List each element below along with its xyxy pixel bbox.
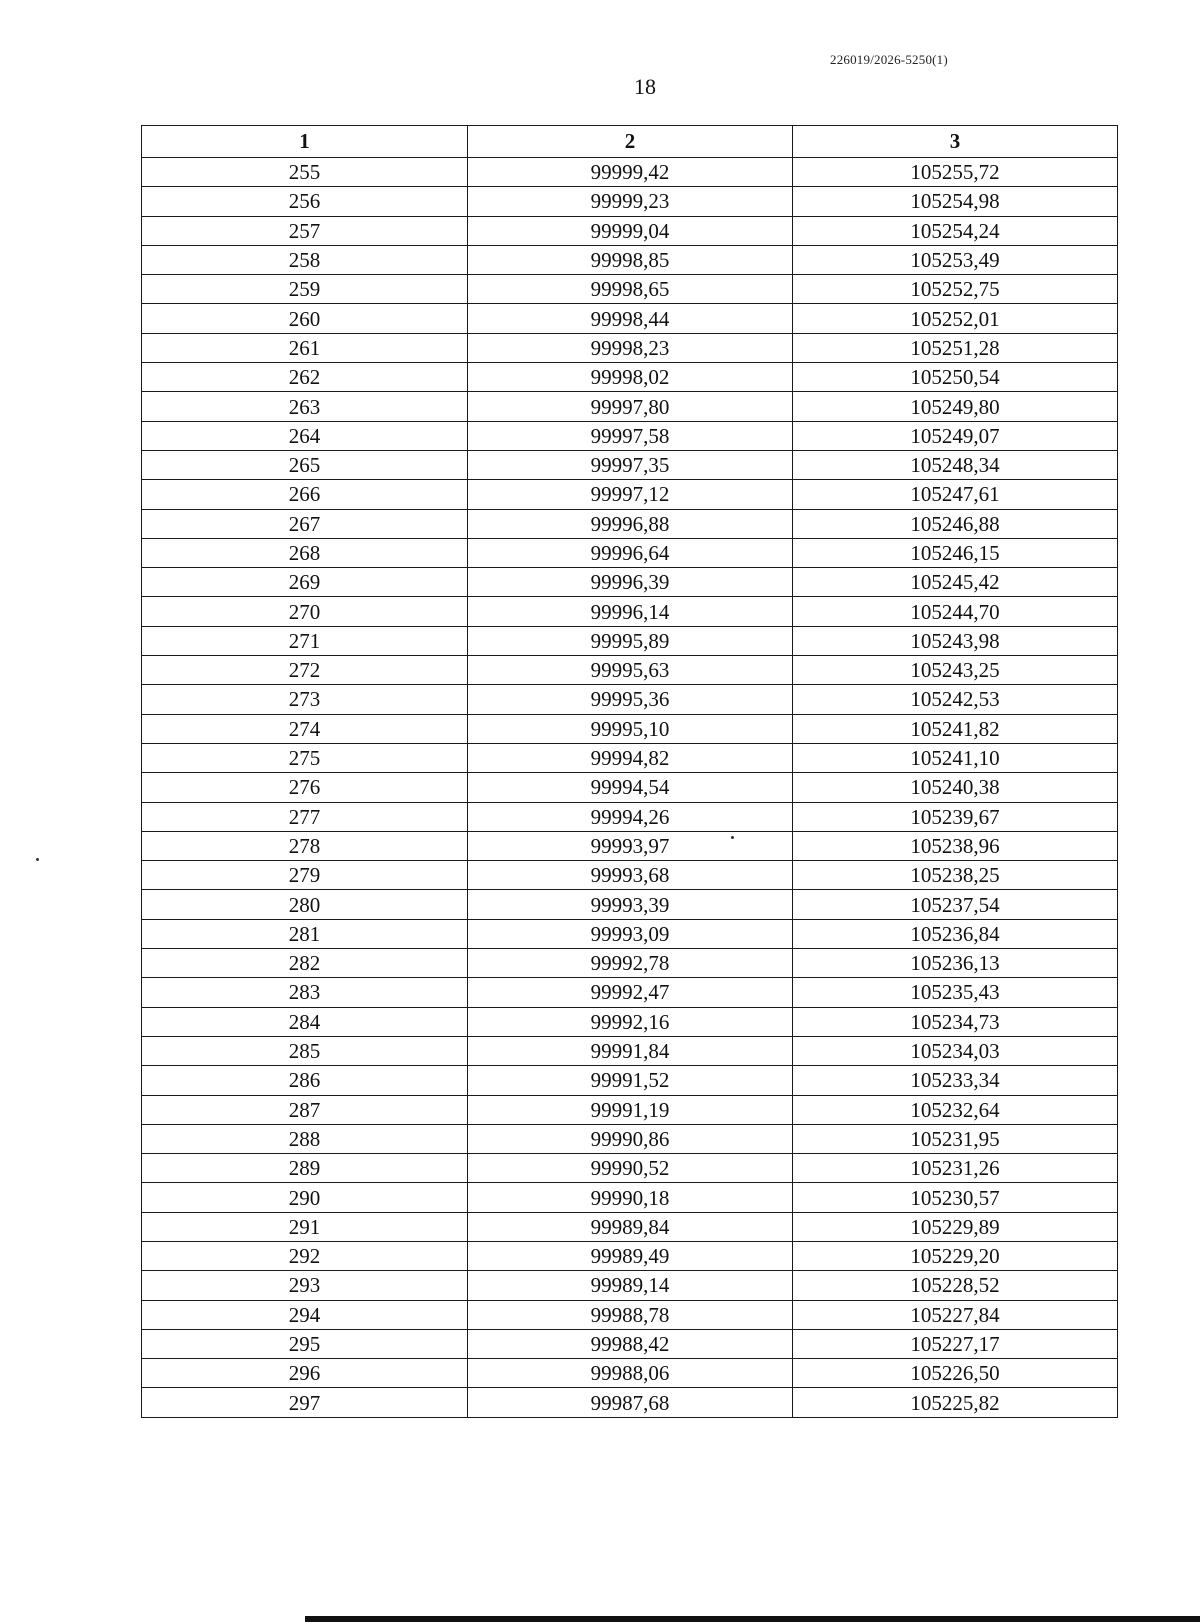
point-number-cell: 289 <box>142 1154 468 1183</box>
table-row <box>142 1241 1118 1270</box>
table-row <box>142 1212 1118 1241</box>
y-coordinate-cell: 105230,57 <box>793 1183 1118 1212</box>
table-row <box>142 773 1118 802</box>
y-coordinate-cell: 105227,84 <box>793 1300 1118 1329</box>
x-coordinate-cell: 99992,78 <box>468 949 793 978</box>
point-number-cell: 288 <box>142 1124 468 1153</box>
x-coordinate-cell: 99992,47 <box>468 978 793 1007</box>
y-coordinate-cell: 105231,95 <box>793 1124 1118 1153</box>
y-coordinate-cell: 105250,54 <box>793 363 1118 392</box>
point-number-cell: 277 <box>142 802 468 831</box>
x-coordinate-cell: 99997,58 <box>468 421 793 450</box>
table-row <box>142 1154 1118 1183</box>
x-coordinate-cell: 99987,68 <box>468 1388 793 1417</box>
y-coordinate-cell: 105247,61 <box>793 480 1118 509</box>
x-coordinate-cell: 99992,16 <box>468 1007 793 1036</box>
table-row <box>142 1007 1118 1036</box>
x-coordinate-cell: 99991,19 <box>468 1095 793 1124</box>
x-coordinate-cell: 99988,78 <box>468 1300 793 1329</box>
point-number-cell: 294 <box>142 1300 468 1329</box>
table-row <box>142 831 1118 860</box>
y-coordinate-cell: 105229,20 <box>793 1241 1118 1270</box>
table-row <box>142 158 1118 187</box>
table-row <box>142 363 1118 392</box>
point-number-cell: 287 <box>142 1095 468 1124</box>
point-number-cell: 293 <box>142 1271 468 1300</box>
x-coordinate-cell: 99990,86 <box>468 1124 793 1153</box>
table-row <box>142 333 1118 362</box>
y-coordinate-cell: 105234,03 <box>793 1036 1118 1065</box>
point-number-cell: 267 <box>142 509 468 538</box>
table-row <box>142 626 1118 655</box>
x-coordinate-cell: 99994,54 <box>468 773 793 802</box>
x-coordinate-cell: 99988,06 <box>468 1359 793 1388</box>
y-coordinate-cell: 105237,54 <box>793 890 1118 919</box>
table-row <box>142 480 1118 509</box>
x-coordinate-cell: 99995,89 <box>468 626 793 655</box>
table-row <box>142 304 1118 333</box>
point-number-cell: 285 <box>142 1036 468 1065</box>
y-coordinate-cell: 105241,82 <box>793 714 1118 743</box>
scan-speck <box>36 858 39 861</box>
page-number: 18 <box>634 74 656 99</box>
y-coordinate-cell: 105252,01 <box>793 304 1118 333</box>
x-coordinate-cell: 99997,12 <box>468 480 793 509</box>
scan-speck <box>731 836 734 839</box>
coordinates-table-container <box>141 125 1117 1418</box>
table-row <box>142 538 1118 567</box>
point-number-cell: 297 <box>142 1388 468 1417</box>
table-row <box>142 275 1118 304</box>
x-coordinate-cell: 99995,63 <box>468 656 793 685</box>
table-row <box>142 1124 1118 1153</box>
point-number-cell: 272 <box>142 656 468 685</box>
column-header-1: 1 <box>142 126 468 158</box>
y-coordinate-cell: 105255,72 <box>793 158 1118 187</box>
y-coordinate-cell: 105243,98 <box>793 626 1118 655</box>
x-coordinate-cell: 99999,04 <box>468 216 793 245</box>
point-number-cell: 268 <box>142 538 468 567</box>
table-row <box>142 861 1118 890</box>
table-row <box>142 890 1118 919</box>
x-coordinate-cell: 99996,64 <box>468 538 793 567</box>
x-coordinate-cell: 99993,09 <box>468 919 793 948</box>
table-row <box>142 1095 1118 1124</box>
x-coordinate-cell: 99997,80 <box>468 392 793 421</box>
x-coordinate-cell: 99993,39 <box>468 890 793 919</box>
table-row <box>142 1183 1118 1212</box>
x-coordinate-cell: 99999,23 <box>468 187 793 216</box>
table-row <box>142 1329 1118 1358</box>
point-number-cell: 282 <box>142 949 468 978</box>
x-coordinate-cell: 99988,42 <box>468 1329 793 1358</box>
table-row <box>142 1271 1118 1300</box>
x-coordinate-cell: 99998,85 <box>468 245 793 274</box>
y-coordinate-cell: 105251,28 <box>793 333 1118 362</box>
y-coordinate-cell: 105236,13 <box>793 949 1118 978</box>
y-coordinate-cell: 105252,75 <box>793 275 1118 304</box>
y-coordinate-cell: 105233,34 <box>793 1066 1118 1095</box>
y-coordinate-cell: 105249,07 <box>793 421 1118 450</box>
point-number-cell: 258 <box>142 245 468 274</box>
table-row <box>142 949 1118 978</box>
y-coordinate-cell: 105240,38 <box>793 773 1118 802</box>
point-number-cell: 270 <box>142 597 468 626</box>
y-coordinate-cell: 105227,17 <box>793 1329 1118 1358</box>
scan-edge-bar <box>305 1616 1200 1622</box>
x-coordinate-cell: 99994,82 <box>468 743 793 772</box>
y-coordinate-cell: 105235,43 <box>793 978 1118 1007</box>
y-coordinate-cell: 105249,80 <box>793 392 1118 421</box>
table-row <box>142 597 1118 626</box>
y-coordinate-cell: 105239,67 <box>793 802 1118 831</box>
point-number-cell: 283 <box>142 978 468 1007</box>
table-row <box>142 216 1118 245</box>
column-header-2: 2 <box>468 126 793 158</box>
y-coordinate-cell: 105225,82 <box>793 1388 1118 1417</box>
point-number-cell: 295 <box>142 1329 468 1358</box>
y-coordinate-cell: 105245,42 <box>793 568 1118 597</box>
x-coordinate-cell: 99999,42 <box>468 158 793 187</box>
table-row <box>142 245 1118 274</box>
y-coordinate-cell: 105254,24 <box>793 216 1118 245</box>
point-number-cell: 265 <box>142 450 468 479</box>
point-number-cell: 281 <box>142 919 468 948</box>
y-coordinate-cell: 105231,26 <box>793 1154 1118 1183</box>
table-row <box>142 714 1118 743</box>
y-coordinate-cell: 105232,64 <box>793 1095 1118 1124</box>
y-coordinate-cell: 105229,89 <box>793 1212 1118 1241</box>
point-number-cell: 275 <box>142 743 468 772</box>
y-coordinate-cell: 105226,50 <box>793 1359 1118 1388</box>
x-coordinate-cell: 99998,44 <box>468 304 793 333</box>
y-coordinate-cell: 105246,88 <box>793 509 1118 538</box>
point-number-cell: 296 <box>142 1359 468 1388</box>
point-number-cell: 260 <box>142 304 468 333</box>
document-id: 226019/2026-5250(1) <box>830 52 948 67</box>
point-number-cell: 290 <box>142 1183 468 1212</box>
x-coordinate-cell: 99990,18 <box>468 1183 793 1212</box>
point-number-cell: 269 <box>142 568 468 597</box>
table-row <box>142 1300 1118 1329</box>
x-coordinate-cell: 99996,39 <box>468 568 793 597</box>
y-coordinate-cell: 105238,96 <box>793 831 1118 860</box>
point-number-cell: 266 <box>142 480 468 509</box>
point-number-cell: 278 <box>142 831 468 860</box>
point-number-cell: 264 <box>142 421 468 450</box>
x-coordinate-cell: 99998,02 <box>468 363 793 392</box>
point-number-cell: 263 <box>142 392 468 421</box>
x-coordinate-cell: 99991,84 <box>468 1036 793 1065</box>
point-number-cell: 257 <box>142 216 468 245</box>
x-coordinate-cell: 99998,23 <box>468 333 793 362</box>
x-coordinate-cell: 99993,97 <box>468 831 793 860</box>
column-header-3: 3 <box>793 126 1118 158</box>
table-row <box>142 656 1118 685</box>
point-number-cell: 276 <box>142 773 468 802</box>
y-coordinate-cell: 105254,98 <box>793 187 1118 216</box>
table-row <box>142 919 1118 948</box>
x-coordinate-cell: 99993,68 <box>468 861 793 890</box>
table-header-row <box>142 126 1118 158</box>
x-coordinate-cell: 99996,14 <box>468 597 793 626</box>
y-coordinate-cell: 105234,73 <box>793 1007 1118 1036</box>
x-coordinate-cell: 99989,14 <box>468 1271 793 1300</box>
point-number-cell: 256 <box>142 187 468 216</box>
coordinates-table <box>141 125 1118 1418</box>
table-row <box>142 802 1118 831</box>
x-coordinate-cell: 99990,52 <box>468 1154 793 1183</box>
table-row <box>142 1036 1118 1065</box>
point-number-cell: 261 <box>142 333 468 362</box>
x-coordinate-cell: 99994,26 <box>468 802 793 831</box>
table-row <box>142 1359 1118 1388</box>
table-row <box>142 743 1118 772</box>
x-coordinate-cell: 99989,49 <box>468 1241 793 1270</box>
table-row <box>142 685 1118 714</box>
point-number-cell: 271 <box>142 626 468 655</box>
point-number-cell: 255 <box>142 158 468 187</box>
y-coordinate-cell: 105246,15 <box>793 538 1118 567</box>
x-coordinate-cell: 99989,84 <box>468 1212 793 1241</box>
point-number-cell: 286 <box>142 1066 468 1095</box>
y-coordinate-cell: 105236,84 <box>793 919 1118 948</box>
point-number-cell: 273 <box>142 685 468 714</box>
x-coordinate-cell: 99995,10 <box>468 714 793 743</box>
point-number-cell: 279 <box>142 861 468 890</box>
y-coordinate-cell: 105242,53 <box>793 685 1118 714</box>
table-row <box>142 187 1118 216</box>
table-row <box>142 1388 1118 1417</box>
y-coordinate-cell: 105253,49 <box>793 245 1118 274</box>
point-number-cell: 274 <box>142 714 468 743</box>
y-coordinate-cell: 105241,10 <box>793 743 1118 772</box>
point-number-cell: 292 <box>142 1241 468 1270</box>
table-row <box>142 568 1118 597</box>
point-number-cell: 291 <box>142 1212 468 1241</box>
y-coordinate-cell: 105238,25 <box>793 861 1118 890</box>
table-row <box>142 421 1118 450</box>
x-coordinate-cell: 99996,88 <box>468 509 793 538</box>
y-coordinate-cell: 105243,25 <box>793 656 1118 685</box>
x-coordinate-cell: 99995,36 <box>468 685 793 714</box>
table-row <box>142 1066 1118 1095</box>
point-number-cell: 284 <box>142 1007 468 1036</box>
table-row <box>142 450 1118 479</box>
table-row <box>142 392 1118 421</box>
table-row <box>142 978 1118 1007</box>
table-row <box>142 509 1118 538</box>
table-body <box>142 158 1118 1418</box>
y-coordinate-cell: 105228,52 <box>793 1271 1118 1300</box>
x-coordinate-cell: 99991,52 <box>468 1066 793 1095</box>
point-number-cell: 280 <box>142 890 468 919</box>
x-coordinate-cell: 99998,65 <box>468 275 793 304</box>
y-coordinate-cell: 105248,34 <box>793 450 1118 479</box>
point-number-cell: 259 <box>142 275 468 304</box>
y-coordinate-cell: 105244,70 <box>793 597 1118 626</box>
point-number-cell: 262 <box>142 363 468 392</box>
x-coordinate-cell: 99997,35 <box>468 450 793 479</box>
